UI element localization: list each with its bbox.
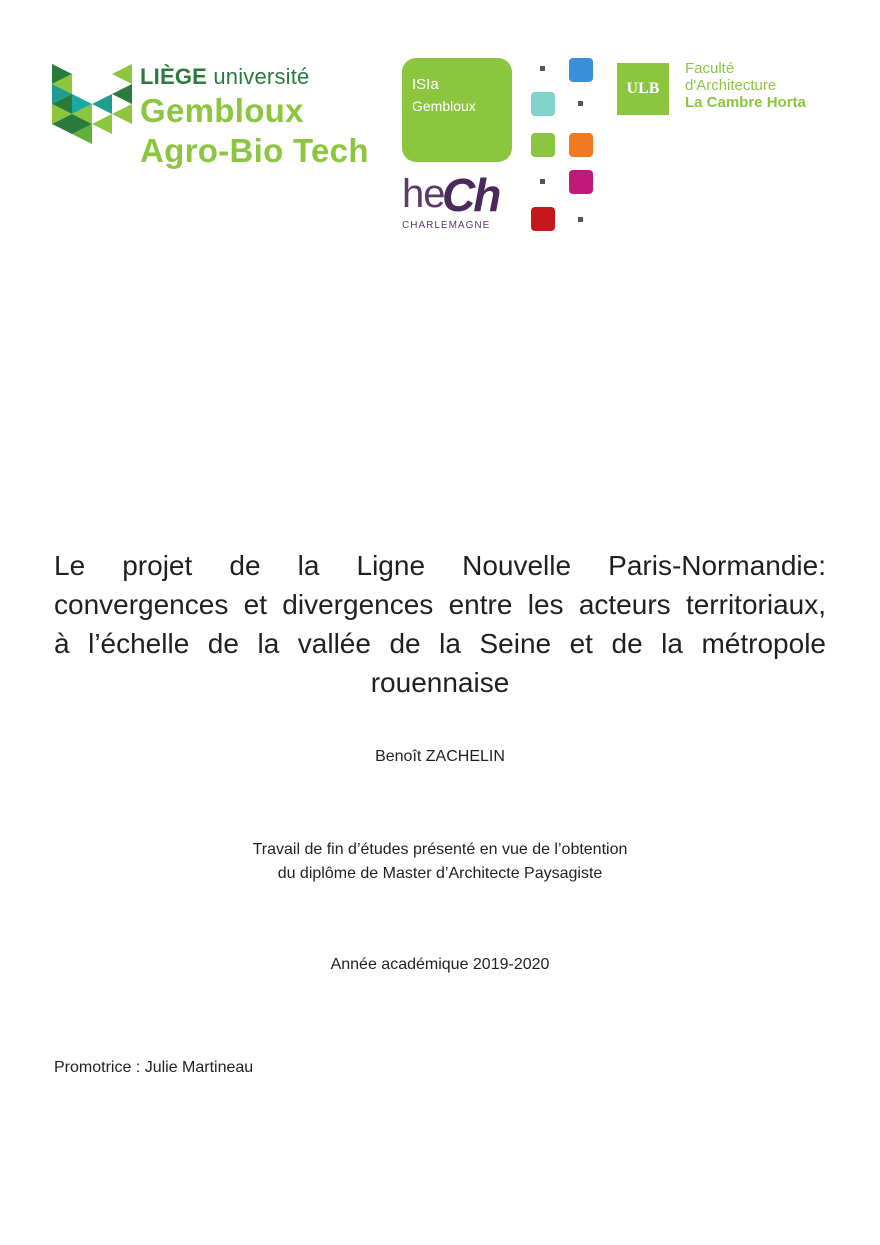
- title-line: Le projet de la Ligne Nouvelle Paris-Normandie:: [54, 550, 826, 581]
- title-line: à l’échelle de la vallée de la Seine et de la métropole: [54, 628, 826, 659]
- title-line: rouennaise: [370, 667, 510, 698]
- ulb-faculty-text: [685, 60, 806, 111]
- ulb-logo-box: ULB: [617, 63, 669, 115]
- gembloux-word: Gembloux: [140, 92, 304, 129]
- grid-dot: [540, 179, 545, 184]
- thesis-title: [54, 546, 826, 702]
- isia-gembloux-label: Gembloux: [412, 98, 476, 114]
- title-line: convergences et divergences entre les acteurs territoriaux,: [54, 589, 826, 620]
- isia-gembloux-logo: [402, 58, 512, 162]
- thesis-line: du diplôme de Master d’Architecte Paysagiste: [277, 865, 603, 882]
- academic-year: Année académique 2019-2020: [330, 956, 550, 973]
- hech-charlemagne-logo: [402, 169, 517, 232]
- liege-triangles-mark: [52, 64, 132, 144]
- blue-square: [569, 58, 593, 82]
- hech-ch: Ch: [442, 169, 500, 221]
- magenta-square: [569, 170, 593, 194]
- thesis-line: Travail de fin d’études présenté en vue de l’obtention: [252, 841, 628, 858]
- ulb-line3: La Cambre Horta: [685, 94, 806, 111]
- liege-line1: [140, 64, 309, 90]
- liege-word: LIÈGE: [140, 64, 208, 89]
- grid-dot: [578, 217, 583, 222]
- ulb-line2: d'Architecture: [685, 77, 777, 94]
- orange-square: [569, 133, 593, 157]
- isia-label: ISIa: [412, 76, 439, 93]
- liege-gembloux-logo: [52, 64, 387, 174]
- ulb-line1: Faculté: [685, 60, 735, 77]
- grid-dot: [578, 101, 583, 106]
- teal-square: [531, 92, 555, 116]
- green-square: [531, 133, 555, 157]
- hech-he: he: [402, 172, 445, 216]
- supervisor: Promotrice : Julie Martineau: [54, 1059, 254, 1076]
- agro-bio-tech-word: Agro-Bio Tech: [140, 132, 369, 169]
- author-name: Benoît ZACHELIN: [375, 748, 505, 765]
- grid-dot: [540, 66, 545, 71]
- hech-charlemagne: CHARLEMAGNE: [402, 220, 491, 231]
- thesis-description: [0, 838, 880, 886]
- universite-word: université: [213, 64, 310, 89]
- red-square: [531, 207, 555, 231]
